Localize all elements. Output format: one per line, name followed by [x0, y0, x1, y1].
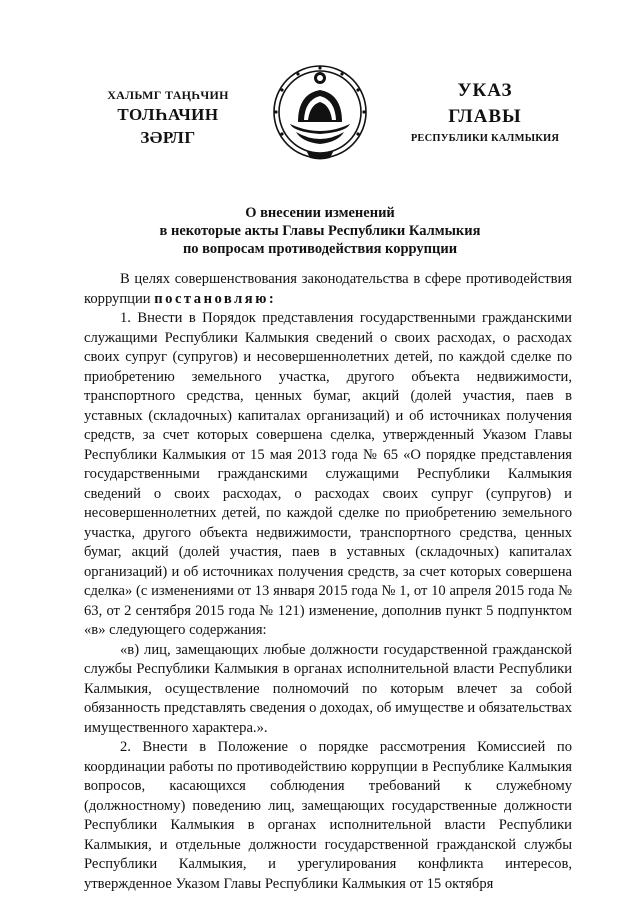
document-body	[84, 270, 572, 894]
kalmykia-coat-of-arms-icon	[268, 60, 372, 164]
header-right-line1: УКАЗ	[457, 80, 513, 101]
intro-paragraph	[84, 270, 572, 309]
header-left-line3: ЗӘРЛГ	[140, 127, 196, 147]
header-right-line3: РЕСПУБЛИКИ КАЛМЫКИЯ	[410, 132, 560, 144]
title-line2: в некоторые акты Главы Республики Калмыкия	[159, 223, 481, 239]
intro-text: В целях совершенствования законодательства в сфере противодействия коррупции	[84, 271, 572, 307]
header-left-line1: ХАЛЬМГ ТАҢҺЧИН	[107, 88, 229, 102]
title-line1: О внесении изменений	[245, 205, 395, 221]
item-1-subparagraph: «в) лиц, замещающих любые должности государственной гражданской службы Республики Калмыкия в органах исполнительной власти Республики Калмыкия, осуществление полномочий по которым влечет за собой обязанность представлять сведения о доходах, об имуществе и обязательствах имущественного характера.».	[84, 641, 572, 736]
decree-word: постановляю:	[154, 290, 277, 307]
header-left-kalmyk	[88, 88, 248, 148]
header-right-russian	[400, 80, 570, 145]
document-title	[90, 204, 550, 258]
header-left-line2: ТОЛҺАЧИН	[117, 105, 219, 125]
item-1-paragraph: 1. Внести в Порядок представления государственными гражданскими служащими Республики Калмыкия сведений о своих расходах, о расходах своих супруг (супругов) и несовершеннолетних детей, по каждой сделке по приобретению земельного участка, другого объекта недвижимости, транспортного средства, ценных бумаг, акций (долей участия, паев в уставных (складочных) капиталах организаций) и об источниках получения средств, за счет которых совершена сделка, утвержденный Указом Главы Республики Калмыкия от 15 мая 2013 года № 65 «О порядке представления государственными гражданскими служащими Республики Калмыкия сведений о своих расходах, о расходах своих супруг (супругов) и несовершеннолетних детей, по каждой сделке по приобретению земельного участка, другого объекта недвижимости, транспортного средства, ценных бумаг, акций (долей участия, паев в уставных (складочных) капиталах организаций) и об источниках получения средств, за счет которых совершена сделка» (с изменениями от 13 января 2015 года № 1, от 10 апреля 2015 года № 63, от 2 сентября 2015 года № 121) изменение, дополнив пункт 5 подпунктом «в» следующего содержания:	[84, 310, 572, 638]
item-2-paragraph: 2. Внести в Положение о порядке рассмотрения Комиссией по координации работы по противодействию коррупции в Республике Калмыкия вопросов, касающихся соблюдения требований к служебному (должностному) поведению лиц, замещающих государственные должности Республики Калмыкия в органах исполнительной власти Республики Калмыкия, и отдельные должности государственной гражданской службы Республики Калмыкия, и урегулирования конфликта интересов, утвержденное Указом Главы Республики Калмыкия от 15 октября	[84, 739, 572, 892]
title-line3: по вопросам противодействия коррупции	[182, 241, 458, 257]
header-right-line2: ГЛАВЫ	[448, 105, 522, 127]
